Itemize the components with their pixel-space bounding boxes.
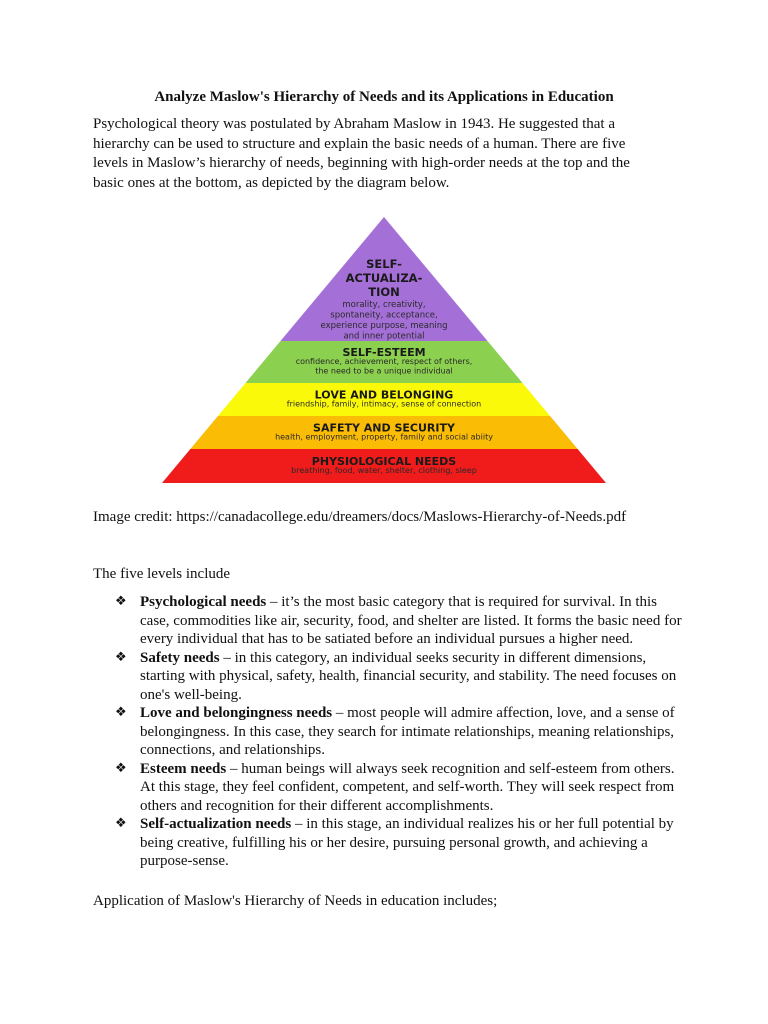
bullet-term: Self-actualization needs <box>140 816 292 832</box>
pyramid-level-title: SELF- <box>366 257 402 271</box>
pyramid-svg <box>160 215 608 485</box>
diamond-bullet-icon: ❖ <box>115 816 127 831</box>
pyramid-level-title: TION <box>368 285 400 299</box>
pyramid-level-title: PHYSIOLOGICAL NEEDS <box>311 454 457 468</box>
diamond-bullet-icon: ❖ <box>115 594 127 609</box>
bullet-term: Safety needs <box>140 649 220 666</box>
pyramid-level-description: and inner potential <box>343 331 425 342</box>
level-bullet-item <box>115 649 685 705</box>
bullet-term: Psychological needs <box>140 594 267 610</box>
pyramid-level-title: LOVE AND BELONGING <box>314 388 454 402</box>
bullet-text: – in this stage, an individual realizes his or her full potential by being creative, fulfilling his or her desire, pursuing personal growth, and achieving a purpose-sense. <box>140 816 674 869</box>
diamond-bullet-icon: ❖ <box>115 705 127 720</box>
pyramid-level-title: SAFETY AND SECURITY <box>313 421 455 435</box>
pyramid-level-description: friendship, family, intimacy, sense of connection <box>286 399 482 409</box>
pyramid-level-description: spontaneity, acceptance, <box>330 310 438 321</box>
pyramid-level-title: ACTUALIZA- <box>345 271 423 285</box>
bullet-term: Love and belongingness needs <box>140 705 333 721</box>
bullet-text: – in this category, an individual seeks security in different dimensions, starting with physical, safety, health, financial security, and stability. The need focuses on one's well-being. <box>140 649 677 703</box>
maslow-pyramid-diagram <box>160 215 608 485</box>
pyramid-level-description: confidence, achievement, respect of others, <box>295 357 473 366</box>
levels-intro: The five levels include <box>93 566 231 582</box>
document-title: Analyze Maslow's Hierarchy of Needs and its Applications in Education <box>154 89 614 105</box>
pyramid-level-description: morality, creativity, <box>342 300 426 310</box>
bullet-text: – most people will admire affection, love, and a sense of belongingness. In this case, they search for intimate relationships, meaning relationships, connections, and relationships. <box>140 705 675 758</box>
pyramid-level-description: breathing, food, water, shelter, clothing, sleep <box>291 465 477 475</box>
level-bullet-item <box>115 815 685 871</box>
diamond-bullet-icon: ❖ <box>115 649 127 665</box>
pyramid-level-description: the need to be a unique individual <box>315 366 453 376</box>
level-bullet-item <box>115 593 685 649</box>
level-bullet-item <box>115 704 685 760</box>
bullet-text: – human beings will always seek recognition and self-esteem from others. At this stage, they feel confident, competent, and self-worth. They will seek respect from others and recognition for their different accomplishments. <box>140 760 675 814</box>
pyramid-level-description: experience purpose, meaning <box>320 321 448 331</box>
pyramid-level-title: SELF-ESTEEM <box>342 346 426 359</box>
levels-bullet-list <box>115 593 685 871</box>
diamond-bullet-icon: ❖ <box>115 760 127 776</box>
application-paragraph: Application of Maslow's Hierarchy of Needs in education includes; <box>93 893 498 909</box>
pyramid-level-description: health, employment, property, family and social abiity <box>275 432 493 442</box>
bullet-text: – it’s the most basic category that is required for survival. In this case, commodities like air, security, food, and shelter are listed. It forms the basic need for every individual that has to be satiated before an individual pursues a higher need. <box>140 594 682 647</box>
intro-paragraph: Psychological theory was postulated by Abraham Maslow in 1943. He suggested that a hierarchy can be used to structure and explain the basic needs of a human. There are five levels in Maslow’s hierarchy of needs, beginning with high-order needs at the top and the basic ones at the bottom, as depicted by the diagram below. <box>93 116 630 191</box>
level-bullet-item <box>115 760 685 816</box>
bullet-term: Esteem needs <box>140 760 227 777</box>
image-credit: Image credit: https://canadacollege.edu/dreamers/docs/Maslows-Hierarchy-of-Needs.pdf <box>93 509 627 525</box>
